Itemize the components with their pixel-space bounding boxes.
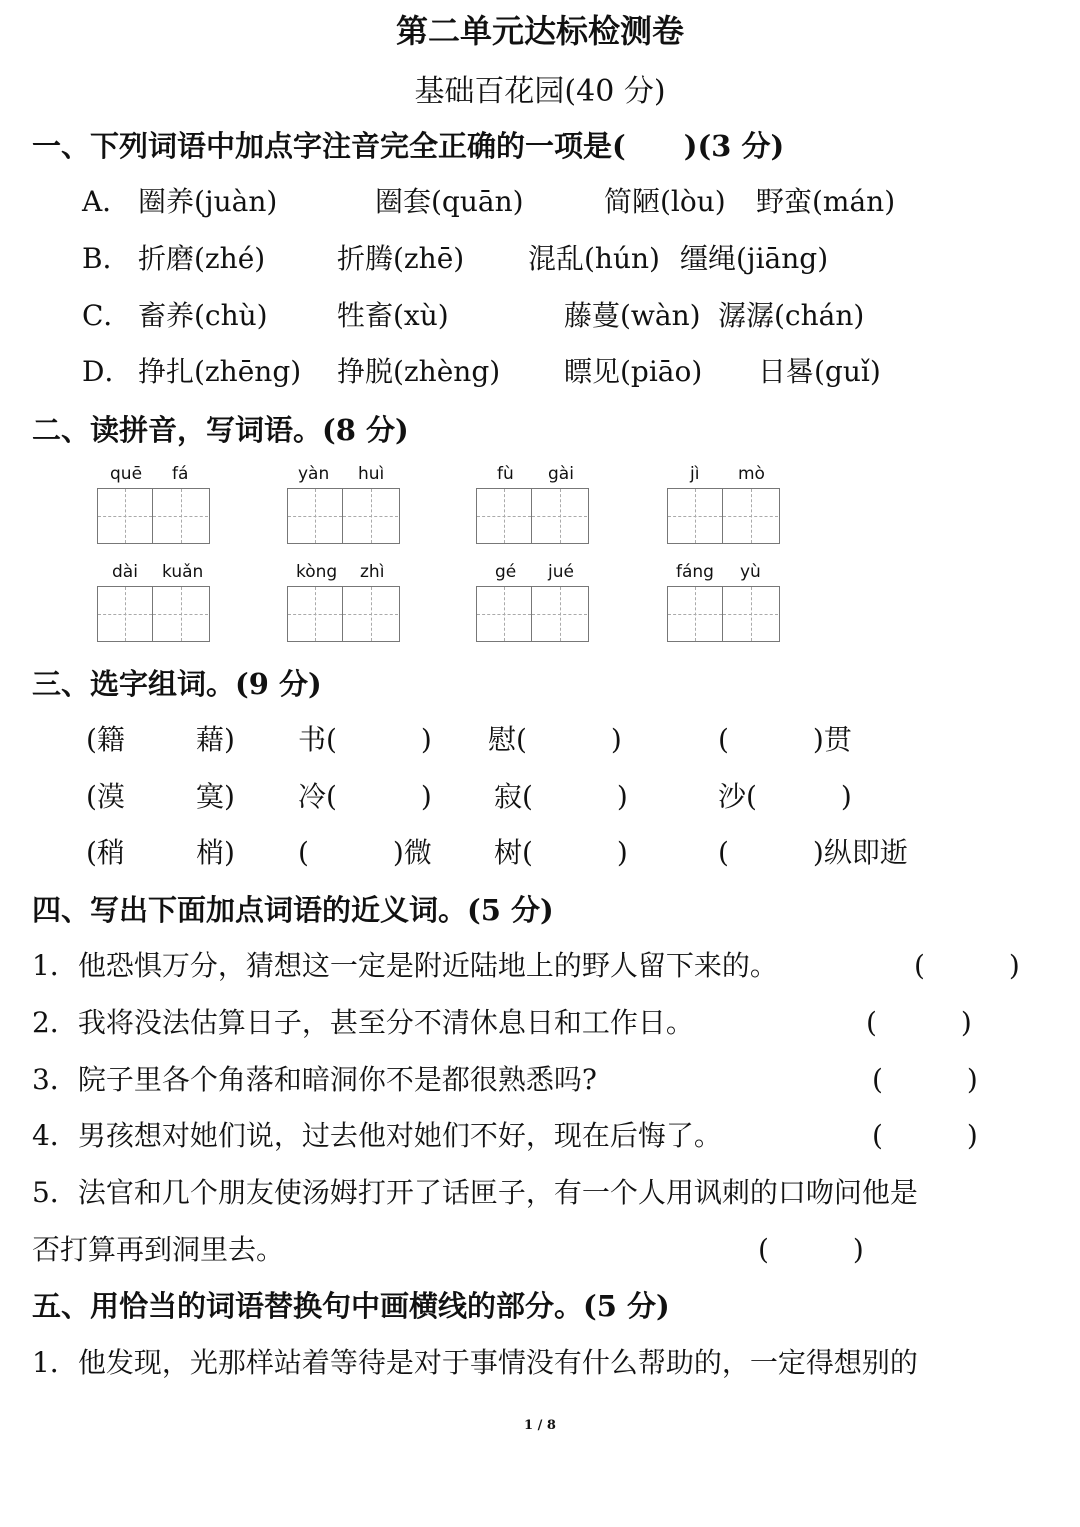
q4-heading: 四、写出下面加点词语的近义词。(5 分) [32, 893, 554, 927]
pinyin: yù [740, 562, 761, 582]
q5-heading: 五、用恰当的词语替换句中画横线的部分。(5 分) [32, 1289, 670, 1323]
option-item: 日晷(guǐ) [758, 355, 881, 388]
char-choice: (漠 [86, 780, 125, 813]
option-item: 折磨(zhé) [138, 242, 266, 275]
pinyin: jué [548, 562, 574, 582]
word-blank[interactable]: 冷( ) [298, 780, 432, 813]
option-item: 缰绳(jiāng) [680, 242, 829, 275]
page-subtitle: 基础百花园(40 分) [414, 74, 666, 109]
option-item: 瞟见(piāo) [564, 355, 703, 388]
option-item: 潺潺(chán) [718, 299, 865, 332]
char-choice: 藉) [196, 723, 235, 756]
option-label: B． [82, 242, 131, 275]
option-item: 圈套(quān) [375, 185, 524, 218]
word-blank[interactable]: 慰( ) [488, 723, 622, 756]
pinyin: huì [358, 464, 385, 484]
pinyin: yàn [298, 464, 330, 484]
q5-item-1: 1．他发现，光那样站着等待是对于事情没有什么帮助的，一定得想别的 [32, 1346, 918, 1379]
q1-heading: 一、下列词语中加点字注音完全正确的一项是( )(3 分) [32, 129, 785, 163]
q4-item-3: 3．院子里各个角落和暗洞你不是都很熟悉吗? [32, 1063, 597, 1096]
option-item: 混乱(hún) [528, 242, 660, 275]
pinyin: dài [112, 562, 138, 582]
option-item: 挣脱(zhèng) [337, 355, 501, 388]
page-title: 第二单元达标检测卷 [395, 12, 684, 50]
option-item: 挣扎(zhēng) [138, 355, 302, 388]
word-blank[interactable]: 树( ) [494, 836, 628, 869]
q2-heading: 二、读拼音，写词语。(8 分) [32, 413, 409, 447]
option-item: 牲畜(xù) [337, 299, 449, 332]
writing-grid[interactable] [97, 586, 210, 642]
pinyin: mò [738, 464, 765, 484]
pinyin: zhì [360, 562, 385, 582]
q4-item-5-cont: 否打算再到洞里去。 [32, 1233, 285, 1266]
char-choice: 寞) [196, 780, 235, 813]
q4-item-4: 4．男孩想对她们说，过去他对她们不好，现在后悔了。 [32, 1119, 722, 1152]
q3-heading: 三、选字组词。(9 分) [32, 667, 322, 701]
answer-blank[interactable]: ( ) [872, 1119, 978, 1152]
writing-grid[interactable] [97, 488, 210, 544]
writing-grid[interactable] [476, 586, 589, 642]
char-choice: (稍 [86, 836, 125, 869]
writing-grid[interactable] [476, 488, 589, 544]
pinyin: fù [497, 464, 514, 484]
word-blank[interactable]: ( )微 [298, 836, 432, 869]
pinyin: gé [495, 562, 517, 582]
option-label: D． [82, 355, 133, 388]
writing-grid[interactable] [667, 586, 780, 642]
writing-grid[interactable] [667, 488, 780, 544]
option-item: 藤蔓(wàn) [564, 299, 701, 332]
q4-item-2: 2．我将没法估算日子，甚至分不清休息日和工作日。 [32, 1006, 694, 1039]
option-item: 畜养(chù) [138, 299, 268, 332]
word-blank[interactable]: ( )贯 [718, 723, 852, 756]
answer-blank[interactable]: ( ) [872, 1063, 978, 1096]
page-number: 1 / 8 [524, 1418, 556, 1433]
char-choice: (籍 [86, 723, 125, 756]
answer-blank[interactable]: ( ) [758, 1233, 864, 1266]
pinyin: jì [690, 464, 700, 484]
q4-item-5: 5．法官和几个朋友使汤姆打开了话匣子，有一个人用讽刺的口吻问他是 [32, 1176, 918, 1209]
writing-grid[interactable] [287, 586, 400, 642]
pinyin: kuǎn [162, 562, 204, 582]
q4-item-1: 1．他恐惧万分，猜想这一定是附近陆地上的野人留下来的。 [32, 949, 778, 982]
writing-grid[interactable] [287, 488, 400, 544]
word-blank[interactable]: ( )纵即逝 [718, 836, 908, 869]
option-item: 野蛮(mán) [756, 185, 896, 218]
option-label: C． [82, 299, 132, 332]
pinyin: gài [548, 464, 574, 484]
option-item: 圈养(juàn) [138, 185, 278, 218]
word-blank[interactable]: 书( ) [298, 723, 432, 756]
answer-blank[interactable]: ( ) [914, 949, 1020, 982]
option-item: 简陋(lòu) [604, 185, 726, 218]
pinyin: kòng [296, 562, 338, 582]
option-label: A． [82, 185, 131, 218]
option-item: 折腾(zhē) [337, 242, 465, 275]
pinyin: quē [110, 464, 143, 484]
word-blank[interactable]: 沙( ) [718, 780, 852, 813]
char-choice: 梢) [196, 836, 235, 869]
pinyin: fá [172, 464, 189, 484]
word-blank[interactable]: 寂( ) [494, 780, 628, 813]
pinyin: fáng [676, 562, 714, 582]
answer-blank[interactable]: ( ) [866, 1006, 972, 1039]
